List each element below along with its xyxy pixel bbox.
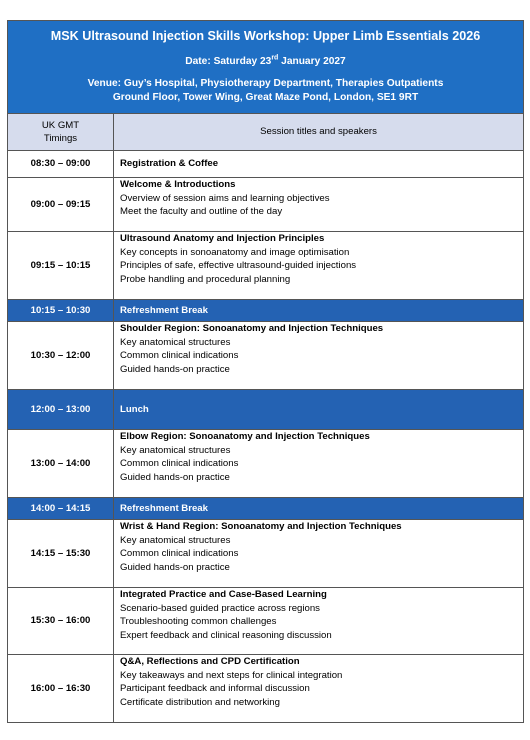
session-title: Elbow Region: Sonoanatomy and Injection Techniques: [120, 431, 370, 442]
session-detail: Key anatomical structures: [120, 444, 231, 456]
session-title: Shoulder Region: Sonoanatomy and Injection Techniques: [120, 323, 384, 334]
schedule-rows: [8, 151, 524, 723]
session-cell: [114, 498, 524, 520]
date-ordinal: rd: [271, 54, 279, 62]
session-row: [8, 588, 524, 655]
session-time: 14:00 – 14:15: [8, 498, 114, 520]
session-detail: Common clinical indications: [120, 350, 239, 361]
date-prefix: Date: Saturday 23: [185, 56, 272, 67]
session-column-header: Session titles and speakers: [114, 114, 524, 151]
session-detail: Key concepts in sonoanatomy and image optimisation: [120, 246, 350, 258]
session-title: Refreshment Break: [120, 502, 208, 514]
session-detail: Guided hands-on practice: [120, 471, 230, 483]
session-title: Ultrasound Anatomy and Injection Principles: [120, 233, 325, 244]
session-row: [8, 520, 524, 588]
session-cell: [114, 430, 524, 498]
session-title: Wrist & Hand Region: Sonoanatomy and Injection Techniques: [120, 521, 402, 532]
session-time: 13:00 – 14:00: [8, 430, 114, 498]
session-time: 16:00 – 16:30: [8, 655, 114, 723]
session-detail: Meet the faculty and outline of the day: [120, 206, 283, 217]
session-time: 15:30 – 16:00: [8, 588, 114, 655]
session-time: 09:00 – 09:15: [8, 178, 114, 232]
session-title: Q&A, Reflections and CPD Certification: [120, 656, 300, 667]
column-header-row: [8, 114, 524, 151]
session-time: 09:15 – 10:15: [8, 232, 114, 300]
session-row: [8, 151, 524, 178]
session-detail: Guided hands-on practice: [120, 561, 230, 573]
session-detail: Expert feedback and clinical reasoning discussion: [120, 629, 332, 641]
venue-line-1: Venue: Guy’s Hospital, Physiotherapy Department, Therapies Outpatients: [87, 78, 444, 89]
venue-line-2: Ground Floor, Tower Wing, Great Maze Pond, London, SE1 9RT: [112, 92, 419, 103]
session-detail: Certificate distribution and networking: [120, 696, 280, 708]
break-row: [8, 390, 524, 430]
session-cell: [114, 520, 524, 588]
session-detail: Probe handling and procedural planning: [120, 273, 291, 285]
session-time: 12:00 – 13:00: [8, 390, 114, 430]
workshop-date: [8, 55, 523, 69]
break-row: [8, 498, 524, 520]
session-time: 10:15 – 10:30: [8, 300, 114, 322]
time-header-line-1: UK GMT: [41, 119, 80, 131]
session-cell: [114, 390, 524, 430]
session-row: [8, 430, 524, 498]
header-row: [8, 21, 524, 114]
session-row: [8, 232, 524, 300]
session-row: [8, 178, 524, 232]
session-cell: [114, 232, 524, 300]
schedule-table: [7, 20, 524, 723]
session-time: 14:15 – 15:30: [8, 520, 114, 588]
session-cell: [114, 178, 524, 232]
session-cell: [114, 588, 524, 655]
session-detail: Overview of session aims and learning objectives: [120, 192, 330, 204]
time-header-line-2: Timings: [43, 133, 78, 144]
session-detail: Troubleshooting common challenges: [120, 616, 277, 627]
session-detail: Participant feedback and informal discussion: [120, 683, 310, 694]
time-column-header: [8, 114, 114, 151]
session-cell: [114, 655, 524, 723]
session-detail: Key takeaways and next steps for clinical integration: [120, 669, 343, 681]
header-cell: [8, 21, 524, 114]
session-cell: [114, 151, 524, 178]
session-title: Refreshment Break: [120, 304, 208, 316]
session-time: 10:30 – 12:00: [8, 322, 114, 390]
session-title: Lunch: [120, 403, 149, 415]
session-title: Integrated Practice and Case-Based Learning: [120, 589, 327, 600]
workshop-venue: [8, 77, 523, 105]
session-detail: Principles of safe, effective ultrasound-guided injections: [120, 260, 357, 271]
session-time: 08:30 – 09:00: [8, 151, 114, 178]
workshop-title: MSK Ultrasound Injection Skills Workshop: Upper Limb Essentials 2026: [50, 29, 481, 43]
session-detail: Common clinical indications: [120, 548, 239, 559]
session-detail: Key anatomical structures: [120, 534, 231, 546]
session-detail: Guided hands-on practice: [120, 363, 230, 375]
date-suffix: January 2027: [278, 56, 346, 67]
session-title: Registration & Coffee: [120, 158, 219, 170]
session-detail: Key anatomical structures: [120, 336, 231, 348]
session-cell: [114, 322, 524, 390]
session-detail: Common clinical indications: [120, 458, 239, 469]
break-row: [8, 300, 524, 322]
session-row: [8, 322, 524, 390]
session-cell: [114, 300, 524, 322]
session-row: [8, 655, 524, 723]
session-title: Welcome & Introductions: [120, 179, 236, 190]
session-detail: Scenario-based guided practice across regions: [120, 602, 320, 614]
